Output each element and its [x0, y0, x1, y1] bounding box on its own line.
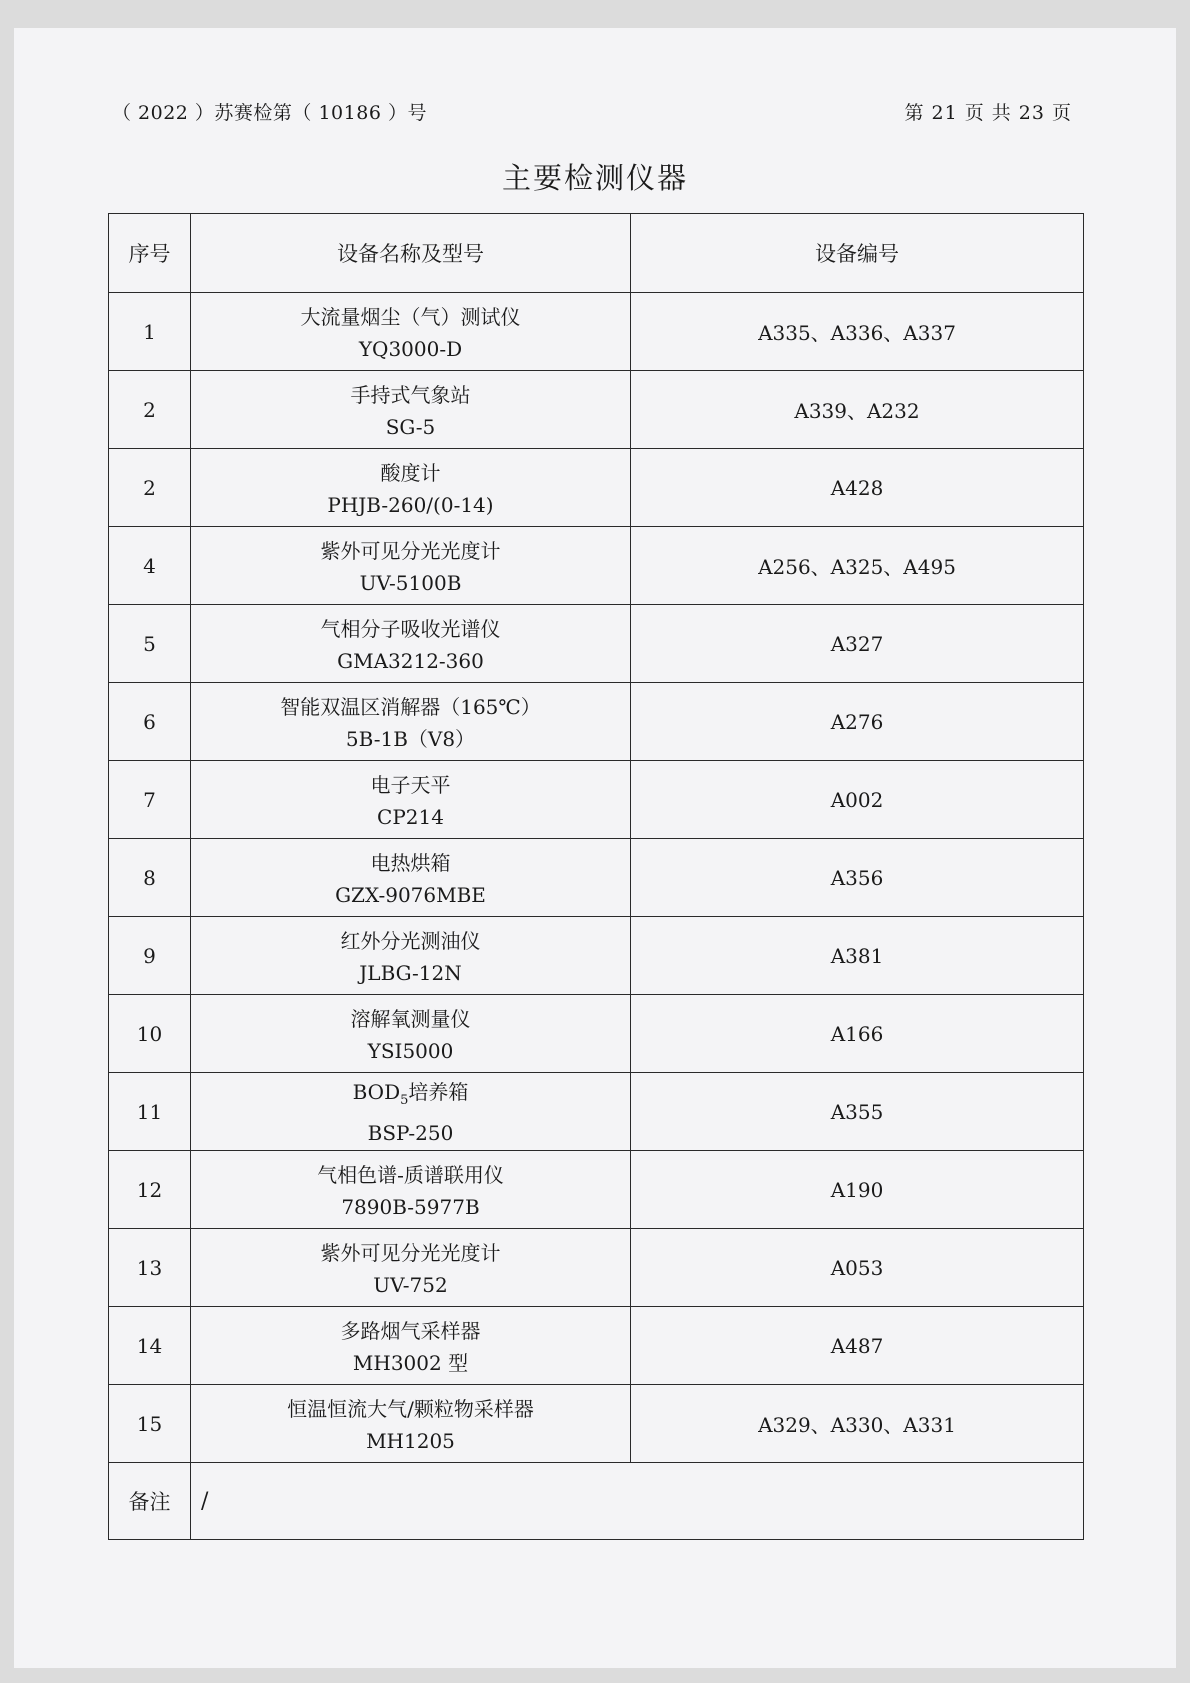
equipment-code: A428: [631, 449, 1084, 527]
remark-label: 备注: [109, 1463, 191, 1540]
equipment-name: 溶解氧测量仪: [350, 1006, 471, 1031]
equipment-name-cell: [191, 527, 631, 605]
equipment-name: 红外分光测油仪: [340, 928, 481, 953]
equipment-name-prefix: BOD: [352, 1080, 401, 1104]
equipment-name-cell: [191, 605, 631, 683]
equipment-name: 气相色谱-质谱联用仪: [317, 1162, 504, 1187]
report-number: （ 2022 ）苏赛检第（ 10186 ）号: [112, 102, 427, 124]
row-no: 13: [109, 1229, 191, 1307]
equipment-code: A276: [631, 683, 1084, 761]
table-row: [109, 683, 1084, 761]
equipment-name-cell: [191, 1307, 631, 1385]
equipment-name: 智能双温区消解器（165℃）: [280, 694, 541, 719]
equipment-name: 多路烟气采样器: [340, 1318, 481, 1343]
equipment-model: YQ3000-D: [358, 336, 463, 361]
equipment-model: JLBG-12N: [359, 960, 462, 985]
table-row: [109, 995, 1084, 1073]
column-header-no: 序号: [109, 214, 191, 293]
equipment-name: 手持式气象站: [350, 382, 471, 407]
equipment-name-cell: [191, 449, 631, 527]
table-row: [109, 1307, 1084, 1385]
column-header-code: 设备编号: [631, 214, 1084, 293]
equipment-name-cell: [191, 1385, 631, 1463]
equipment-code: A381: [631, 917, 1084, 995]
equipment-name: 紫外可见分光光度计: [320, 1240, 501, 1265]
table-row: [109, 1385, 1084, 1463]
equipment-model: YSI5000: [367, 1038, 454, 1063]
equipment-name-cell: [191, 293, 631, 371]
table-row: [109, 371, 1084, 449]
page-title: 主要检测仪器: [501, 161, 688, 195]
equipment-name: 电热烘箱: [370, 850, 451, 875]
table-row: [109, 1073, 1084, 1151]
row-no: 15: [109, 1385, 191, 1463]
equipment-model: MH1205: [366, 1428, 455, 1453]
equipment-name: 气相分子吸收光谱仪: [320, 616, 501, 641]
equipment-code: A487: [631, 1307, 1084, 1385]
table-row: [109, 839, 1084, 917]
row-no: 2: [109, 449, 191, 527]
equipment-name: 紫外可见分光光度计: [320, 538, 501, 563]
table-row: [109, 605, 1084, 683]
equipment-code: A256、A325、A495: [631, 527, 1084, 605]
table-row: [109, 527, 1084, 605]
equipment-name-cell: [191, 683, 631, 761]
equipment-code: A356: [631, 839, 1084, 917]
equipment-model: MH3002 型: [352, 1350, 469, 1375]
equipment-code: A329、A330、A331: [631, 1385, 1084, 1463]
row-no: 1: [109, 293, 191, 371]
table-header-row: [109, 214, 1084, 293]
equipment-code: A339、A232: [631, 371, 1084, 449]
equipment-code: A190: [631, 1151, 1084, 1229]
equipment-model: 7890B-5977B: [341, 1194, 480, 1219]
remark-value: /: [191, 1463, 1084, 1540]
equipment-name: 酸度计: [380, 460, 441, 485]
equipment-model: UV-5100B: [359, 570, 462, 595]
equipment-model: CP214: [377, 804, 444, 829]
row-no: 11: [109, 1073, 191, 1151]
equipment-model: 5B-1B（V8）: [345, 726, 476, 751]
row-no: 10: [109, 995, 191, 1073]
equipment-model: SG-5: [385, 414, 436, 439]
row-no: 6: [109, 683, 191, 761]
row-no: 12: [109, 1151, 191, 1229]
equipment-model: GMA3212-360: [337, 648, 484, 673]
equipment-table: [108, 213, 1084, 1540]
equipment-code: A335、A336、A337: [631, 293, 1084, 371]
equipment-code: A053: [631, 1229, 1084, 1307]
table-row: [109, 293, 1084, 371]
equipment-name-cell: [191, 995, 631, 1073]
row-no: 5: [109, 605, 191, 683]
equipment-name-cell: [191, 839, 631, 917]
equipment-name-cell: [191, 761, 631, 839]
row-no: 14: [109, 1307, 191, 1385]
equipment-name: 大流量烟尘（气）测试仪: [300, 304, 521, 329]
row-no: 8: [109, 839, 191, 917]
remark-row: [109, 1463, 1084, 1540]
equipment-code: A327: [631, 605, 1084, 683]
equipment-name-cell: [191, 1073, 631, 1151]
equipment-code: A166: [631, 995, 1084, 1073]
equipment-model: UV-752: [373, 1272, 448, 1297]
equipment-model: PHJB-260/(0-14): [327, 492, 494, 517]
row-no: 9: [109, 917, 191, 995]
equipment-name-cell: [191, 917, 631, 995]
equipment-name: 电子天平: [370, 772, 451, 797]
equipment-model: GZX-9076MBE: [335, 882, 486, 907]
equipment-code: A002: [631, 761, 1084, 839]
table-row: [109, 449, 1084, 527]
equipment-name-suffix: 培养箱: [408, 1080, 469, 1104]
equipment-name: 恒温恒流大气/颗粒物采样器: [287, 1396, 534, 1421]
equipment-name-subscript: 5: [400, 1093, 409, 1108]
table-row: [109, 917, 1084, 995]
equipment-name: [191, 1075, 630, 1118]
equipment-model: BSP-250: [367, 1121, 454, 1145]
column-header-name: 设备名称及型号: [191, 214, 631, 293]
table-row: [109, 1229, 1084, 1307]
table-row: [109, 1151, 1084, 1229]
page-info: 第 21 页 共 23 页: [904, 102, 1072, 124]
equipment-name-cell: [191, 371, 631, 449]
equipment-name-cell: [191, 1229, 631, 1307]
row-no: 7: [109, 761, 191, 839]
row-no: 4: [109, 527, 191, 605]
row-no: 2: [109, 371, 191, 449]
equipment-name-cell: [191, 1151, 631, 1229]
table-row: [109, 761, 1084, 839]
equipment-code: A355: [631, 1073, 1084, 1151]
